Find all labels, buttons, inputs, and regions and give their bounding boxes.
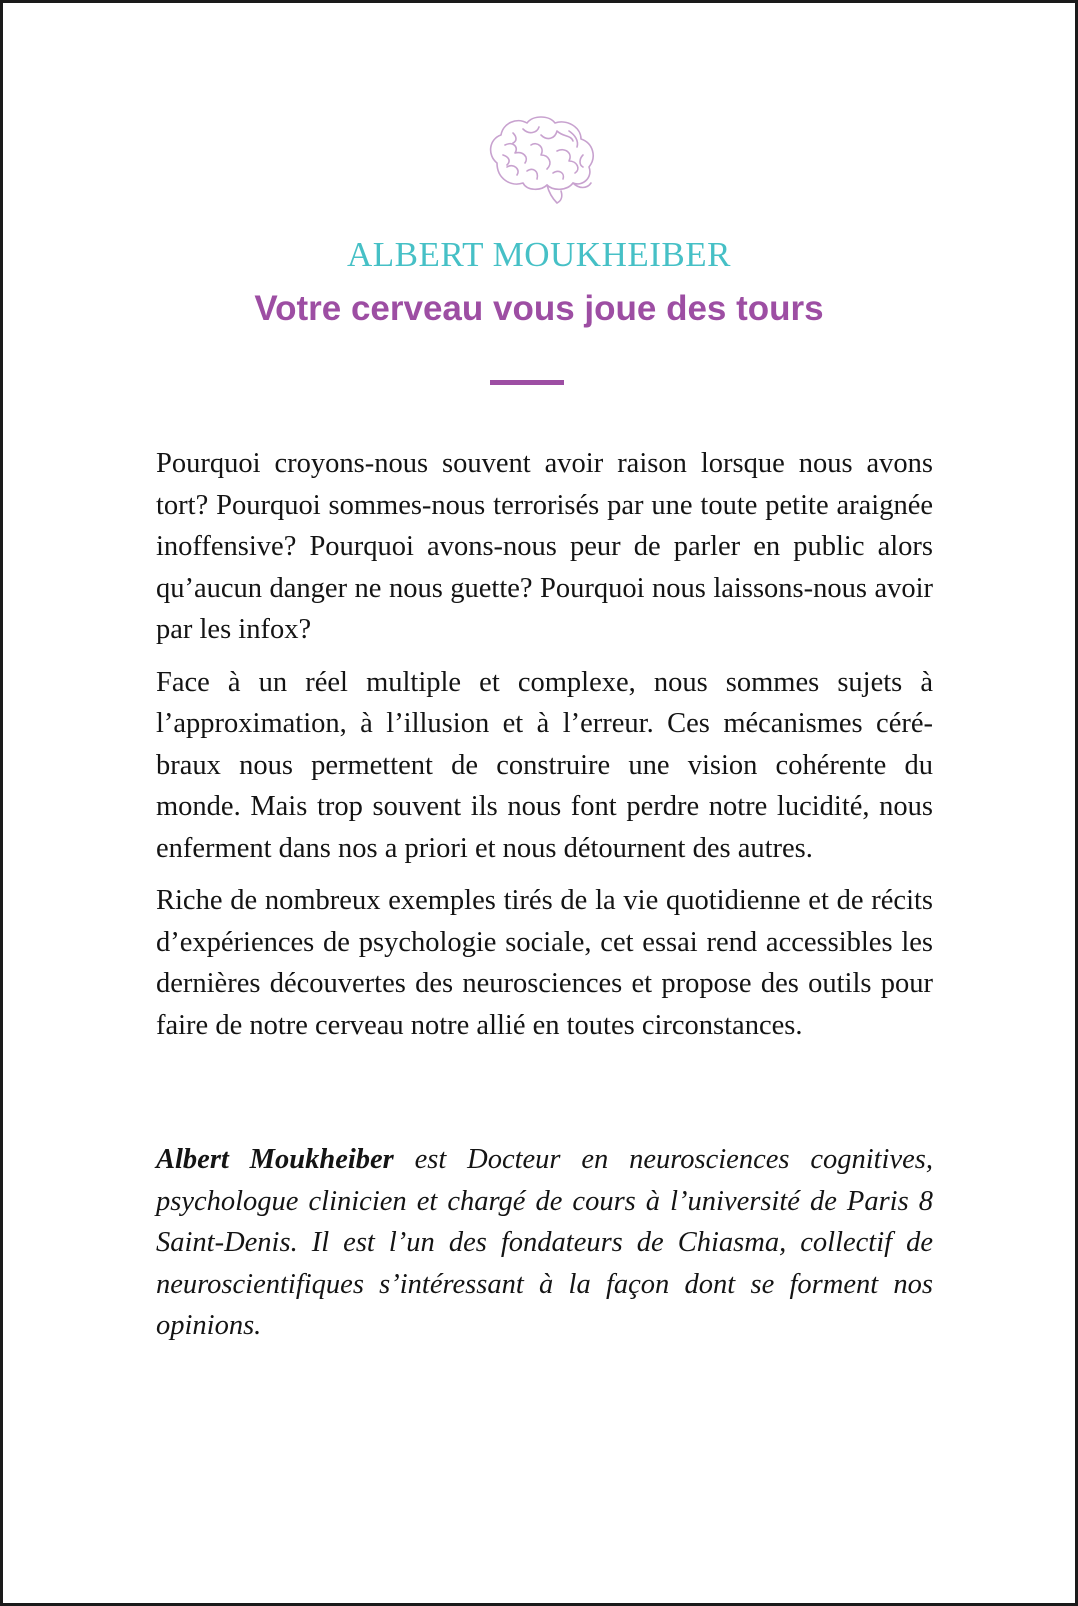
book-title: Votre cerveau vous joue des tours [254, 289, 824, 328]
blurb-paragraph: Face à un réel multiple et complexe, nous sommes sujets à l’approximation, à l’illusion et à l’erreur. Ces mécanismes cérébraux nous permettent de construire une vision cohérente du monde. Mais trop souvent ils nous font perdre notre lucidité, nous enferment dans nos a priori et nous détournent des autres. [156, 666, 933, 864]
title-divider [490, 380, 564, 385]
blurb-paragraph: Riche de nombreux exemples tirés de la vie quotidienne et de récits d’expériences de psychologie sociale, cet essai rend accessibles les dernières découvertes des neurosciences et propose des outils pour faire de notre cerveau notre allié en toutes circonstances. [156, 885, 933, 1041]
author-name: ALBERT MOUKHEIBER [347, 235, 731, 274]
blurb-paragraph: Pourquoi croyons-nous souvent avoir raison lorsque nous avons tort? Pourquoi sommes-nous terrorisés par une toute petite araignée inoffensive? Pourquoi avons-nous peur de parler en public alors qu’aucun danger ne nous guette? Pourquoi nous laissons-nous avoir par les infox? [156, 448, 933, 645]
author-bio-name: Albert Moukheiber [156, 1144, 394, 1175]
author-bio [156, 1139, 933, 1347]
brain-icon [483, 111, 603, 206]
blurb [156, 443, 933, 1057]
author-bio-text: est Docteur en neurosciences cognitives, psychologue clinicien et chargé de cours à l’université de Paris 8 Saint-Denis. Il est l’un des fondateurs de Chiasma, collectif de neuroscientifiques s’intéressant à la façon dont se forment nos opinions. [156, 1144, 933, 1341]
